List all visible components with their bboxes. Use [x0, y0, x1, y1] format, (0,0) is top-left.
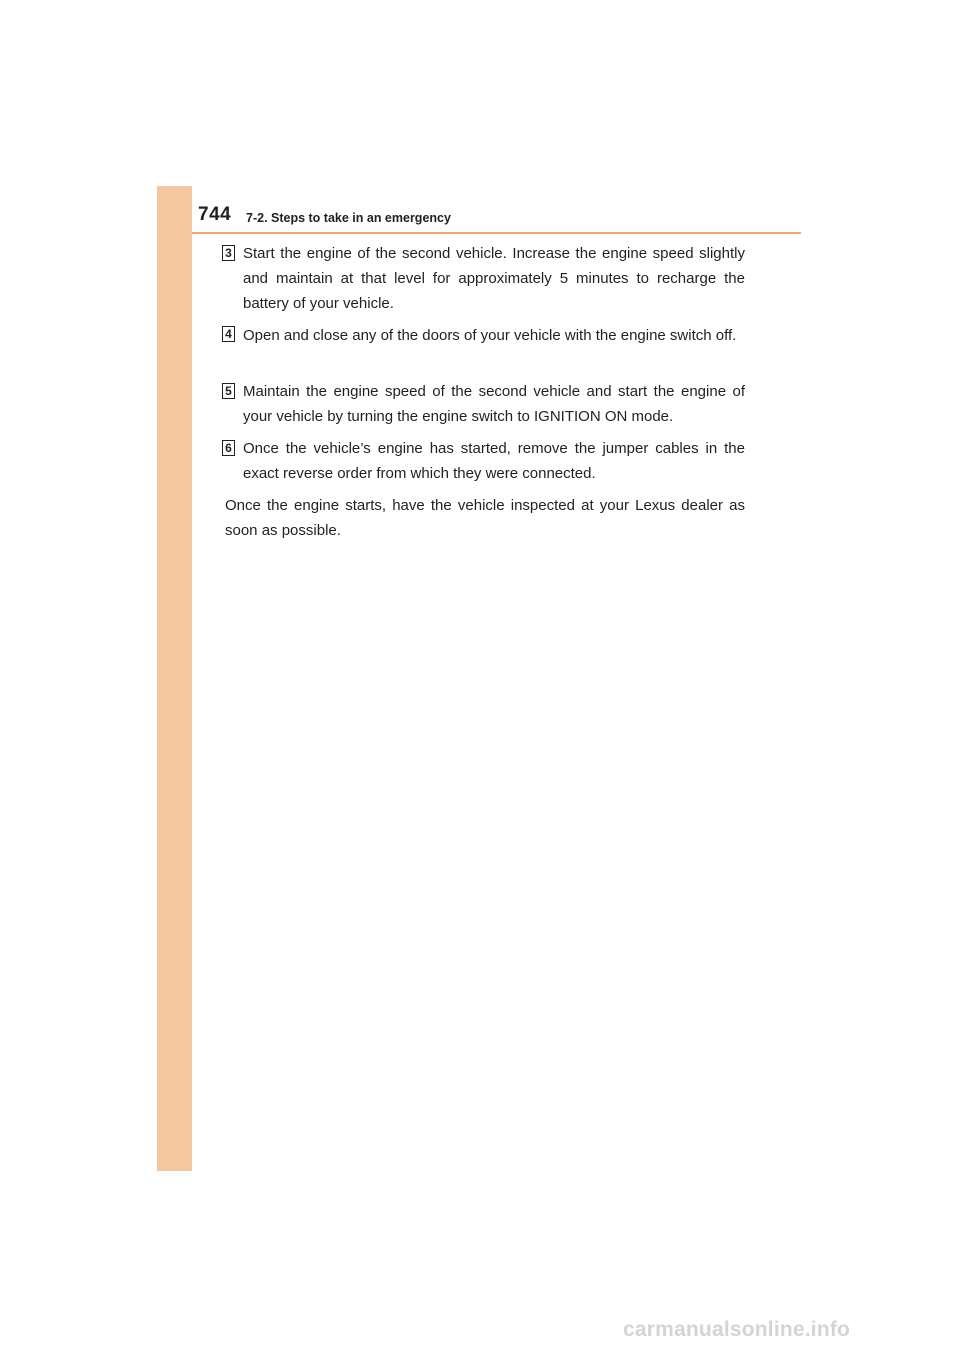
step-text: Once the vehicle’s engine has started, remove the jumper cables in the exact reverse order from which they were connected.: [243, 440, 745, 482]
section-title: 7-2. Steps to take in an emergency: [246, 211, 451, 225]
step-number-badge: 3: [222, 245, 235, 261]
page-number: 744: [198, 204, 232, 225]
header-rule: [192, 232, 801, 234]
step-text: Maintain the engine speed of the second vehicle and start the engine of your vehicle by turning the engine switch to IGNITION ON mode.: [243, 383, 745, 425]
chapter-side-strip: [157, 186, 192, 1171]
watermark: carmanualsonline.info: [623, 1318, 851, 1341]
step-number-badge: 5: [222, 383, 235, 399]
step-number-badge: 4: [222, 326, 235, 342]
note-paragraph: Once the engine starts, have the vehicle inspected at your Lexus dealer as soon as possible.: [225, 497, 745, 539]
step-text: Start the engine of the second vehicle. Increase the engine speed slightly and maintain at that level for approximately 5 minutes to recharge the battery of your vehicle.: [243, 245, 745, 312]
step-number-badge: 6: [222, 440, 235, 456]
step-text: Open and close any of the doors of your vehicle with the engine switch off.: [243, 327, 737, 344]
